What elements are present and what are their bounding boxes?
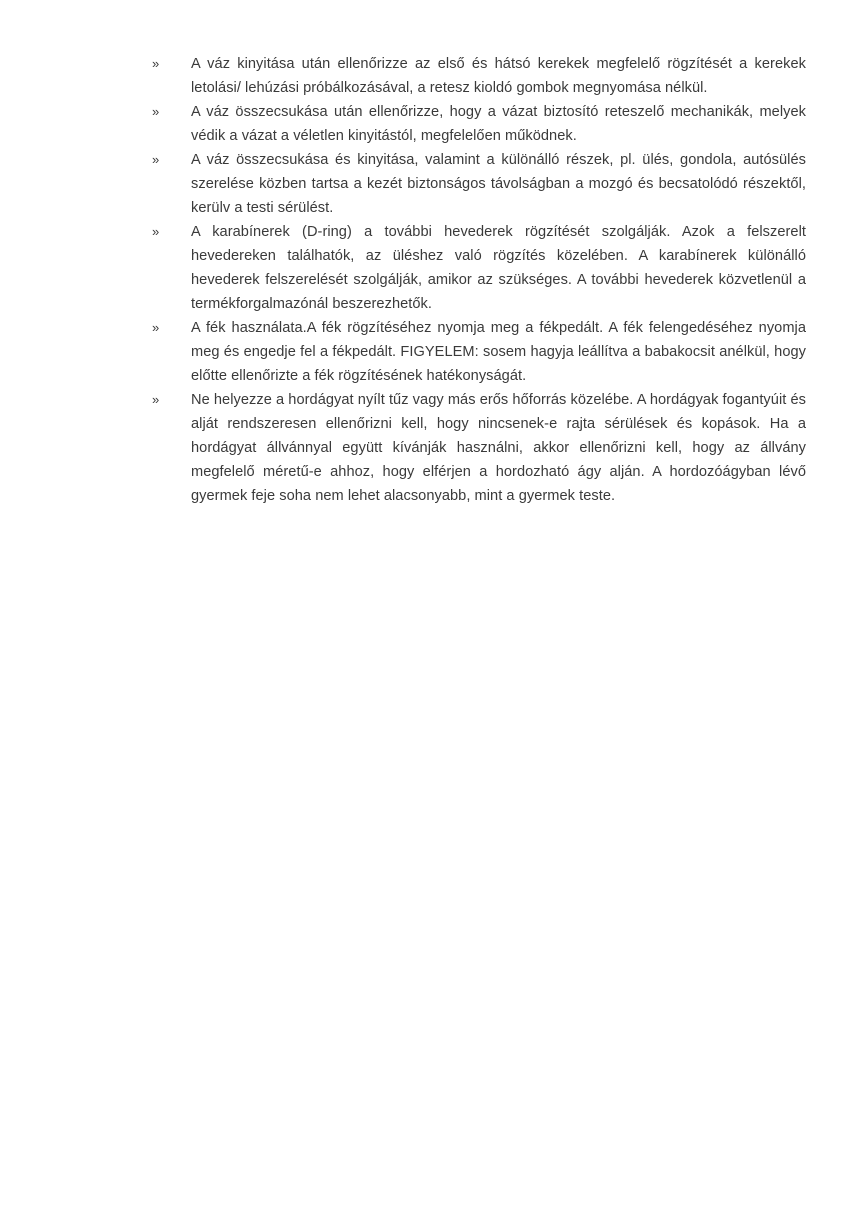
list-item	[152, 100, 806, 148]
bullet-marker: »	[152, 392, 160, 407]
list-item	[152, 388, 806, 508]
list-item	[152, 52, 806, 100]
bullet-marker: »	[152, 152, 160, 167]
safety-instructions-list	[152, 52, 806, 508]
bullet-marker: »	[152, 104, 160, 119]
list-item-text: Ne helyezze a hordágyat nyílt tűz vagy más erős hőforrás közelébe. A hordágyak fogantyúit és alját rendszeresen ellenőrizni kell, hogy nincsenek-e rajta sérülések és kopások. Ha a hordágyat állvánnyal együtt kívánják használni, akkor ellenőrizni kell, hogy az állvány megfelelő méretű-e ahhoz, hogy elférjen a hordozható ágy alján. A hordozóágyban lévő gyermek feje soha nem lehet alacsonyabb, mint a gyermek teste.	[191, 392, 806, 504]
bullet-marker: »	[152, 224, 160, 239]
bullet-marker: »	[152, 56, 160, 71]
list-item	[152, 148, 806, 220]
list-item	[152, 220, 806, 316]
list-item-text: A váz összecsukása után ellenőrizze, hogy a vázat biztosító reteszelő mechanikák, melyek védik a vázat a véletlen kinyitástól, megfelelően működnek.	[191, 104, 806, 144]
list-item-text: A karabínerek (D-ring) a további hevederek rögzítését szolgálják. Azok a felszerelt hevedereken találhatók, az üléshez való rögzítés közelében. A karabínerek különálló hevederek felszerelését szolgálják, amikor az szükséges. A további hevederek közvetlenül a termékforgalmazónál beszerezhetők.	[191, 224, 806, 312]
list-item-text: A váz kinyitása után ellenőrizze az első és hátsó kerekek megfelelő rögzítését a kerekek letolási/ lehúzási próbálkozásával, a retesz kioldó gombok megnyomása nélkül.	[191, 56, 806, 96]
list-item	[152, 316, 806, 388]
list-item-text: A váz összecsukása és kinyitása, valamint a különálló részek, pl. ülés, gondola, autósülés szerelése közben tartsa a kezét biztonságos távolságban a mozgó és becsatolódó részektől, kerülv a testi sérülést.	[191, 152, 806, 216]
bullet-marker: »	[152, 320, 160, 335]
list-item-text: A fék használata.A fék rögzítéséhez nyomja meg a fékpedált. A fék felengedéséhez nyomja meg és engedje fel a fékpedált. FIGYELEM: sosem hagyja leállítva a babakocsit anélkül, hogy előtte ellenőrizte a fék rögzítésének hatékonyságát.	[191, 320, 806, 384]
